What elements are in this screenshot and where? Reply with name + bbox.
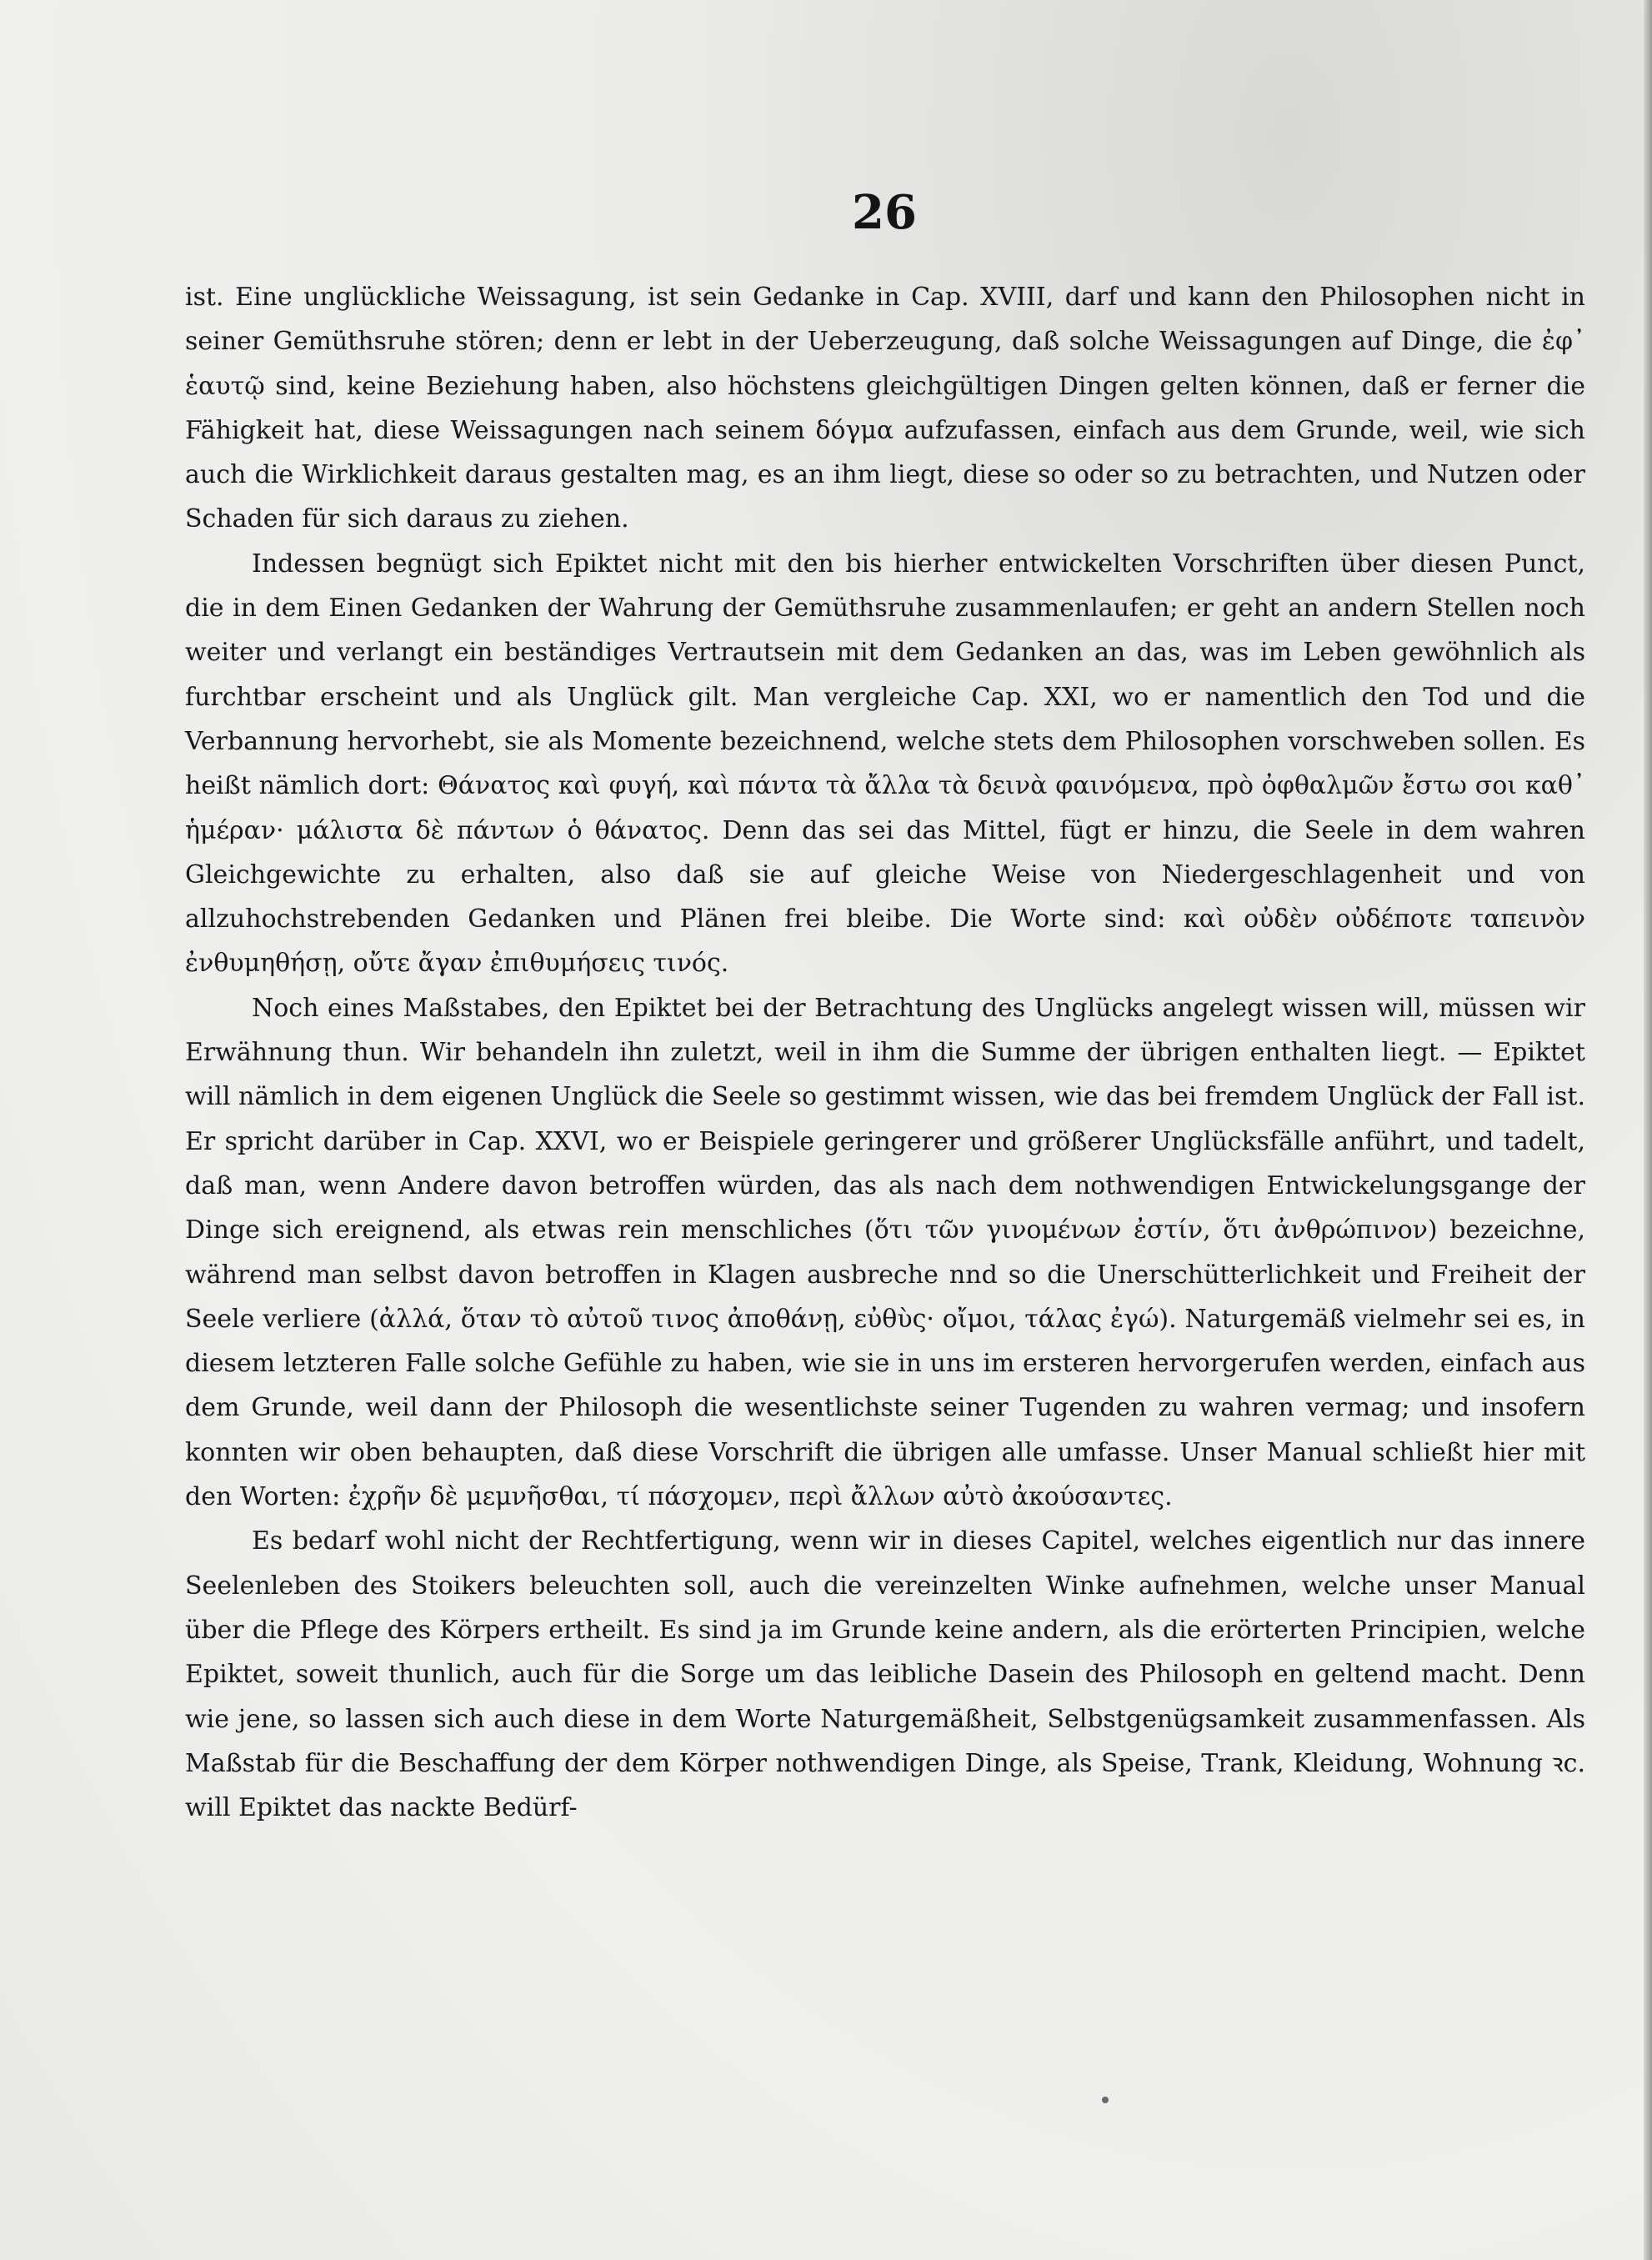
paragraph-1: ist. Eine unglückliche Weissagung, ist sein Gedanke in Cap. XVIII, darf und kann den Philosophen nicht in seiner Gemüthsruhe stören; denn er lebt in der Ueberzeugung, daß solche Weissagungen auf Dinge, die ἐφ᾽ ἑαυτῷ sind, keine Beziehung haben, also höchstens gleichgültigen Dingen gelten können, daß er ferner die Fähigkeit hat, diese Weissagungen nach seinem δόγμα aufzufassen, einfach aus dem Grunde, weil, wie sich auch die Wirklichkeit daraus gestalten mag, es an ihm liegt, diese so oder so zu betrachten, und Nutzen oder Schaden für sich daraus zu ziehen.	[185, 283, 1585, 534]
paragraph-3: Noch eines Maßstabes, den Epiktet bei der Betrachtung des Unglücks angelegt wissen will, müssen wir Erwähnung thun. Wir behandeln ihn zuletzt, weil in ihm die Summe der übrigen enthalten liegt. — Epiktet will nämlich in dem eigenen Unglück die Seele so gestimmt wissen, wie das bei fremdem Unglück der Fall ist. Er spricht darüber in Cap. XXVI, wo er Beispiele geringerer und größerer Unglücksfälle anführt, und tadelt, daß man, wenn Andere davon betroffen würden, das als nach dem nothwendigen Entwickelungsgange der Dinge sich ereignend, als etwas rein menschliches (ὅτι τῶν γινομένων ἐστίν, ὅτι ἀνθρώπινον) bezeichne, während man selbst davon betroffen in Klagen ausbreche nnd so die Unerschütterlichkeit und Freiheit der Seele verliere (ἀλλά, ὅταν τὸ αὐτοῦ τινος ἀποθάνῃ, εὐθὺς· οἴμοι, τάλας ἐγώ). Naturgemäß vielmehr sei es, in diesem letzteren Falle solche Gefühle zu haben, wie sie in uns im ersteren hervorgerufen werden, einfach aus dem Grunde, weil dann der Philosoph die wesentlichste seiner Tugenden zu wahren vermag; und insofern konnten wir oben behaupten, daß diese Vorschrift die übrigen alle umfasse. Unser Manual schließt hier mit den Worten: ἐχρῆν δὲ μεμνῆσθαι, τί πάσχομεν, περὶ ἄλλων αὐτὸ ἀκούσαντες.	[185, 993, 1585, 1512]
body-text	[185, 275, 1585, 1830]
paragraph-2: Indessen begnügt sich Epiktet nicht mit den bis hierher entwickelten Vorschriften über diesen Punct, die in dem Einen Gedanken der Wahrung der Gemüthsruhe zusammenlaufen; er geht an andern Stellen noch weiter und verlangt ein beständiges Vertrautsein mit dem Gedanken an das, was im Leben gewöhnlich als furchtbar erscheint und als Unglück gilt. Man vergleiche Cap. XXI, wo er namentlich den Tod und die Verbannung hervorhebt, sie als Momente bezeichnend, welche stets dem Philosophen vorschweben sollen. Es heißt nämlich dort: Θάνατος καὶ φυγή, καὶ πάντα τὰ ἄλλα τὰ δεινὰ φαινόμενα, πρὸ ὀφθαλμῶν ἔστω σοι καθ᾽ ἡμέραν· μάλιστα δὲ πάντων ὁ θάνατος. Denn das sei das Mittel, fügt er hinzu, die Seele in dem wahren Gleichgewichte zu erhalten, also daß sie auf gleiche Weise von Niedergeschlagenheit und von allzuhochstrebenden Gedanken und Plänen frei bleibe. Die Worte sind: καὶ οὐδὲν οὐδέποτε ταπεινὸν ἐνθυμηθήσῃ, οὔτε ἄγαν ἐπιθυμήσεις τινός.	[185, 549, 1585, 979]
ink-speck	[1102, 2097, 1109, 2103]
page-number: 26	[852, 185, 917, 240]
paragraph-4: Es bedarf wohl nicht der Rechtfertigung, wenn wir in dieses Capitel, welches eigentlich nur das innere Seelenleben des Stoikers beleuchten soll, auch die vereinzelten Winke aufnehmen, welche unser Manual über die Pflege des Körpers ertheilt. Es sind ja im Grunde keine andern, als die erörterten Principien, welche Epiktet, soweit thunlich, auch für die Sorge um das leibliche Dasein des Philosoph en geltend macht. Denn wie jene, so lassen sich auch diese in dem Worte Naturgemäßheit, Selbstgenügsamkeit zusammenfassen. Als Maßstab für die Beschaffung der dem Körper nothwendigen Dinge, als Speise, Trank, Kleidung, Wohnung ꝛc. will Epiktet das nackte Bedürf-	[185, 1526, 1585, 1823]
page-edge-shadow	[1644, 0, 1652, 2260]
